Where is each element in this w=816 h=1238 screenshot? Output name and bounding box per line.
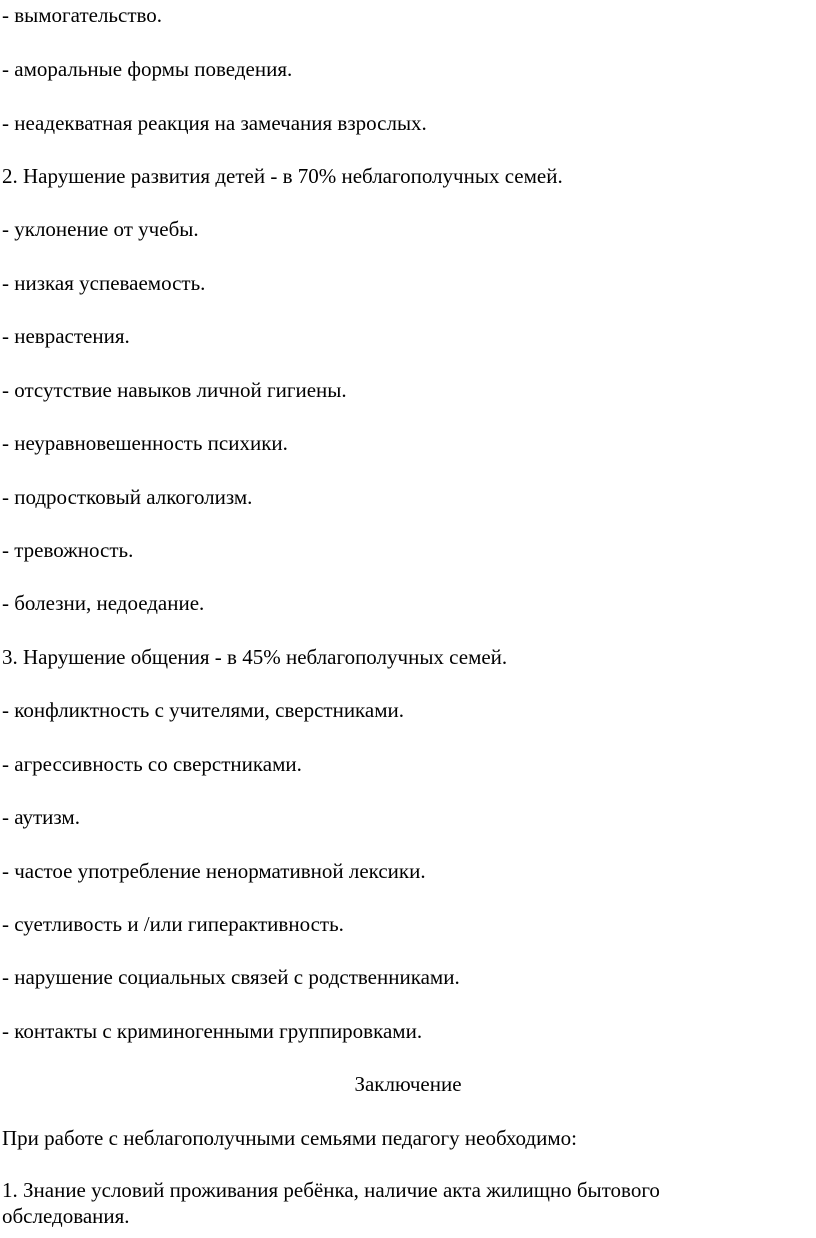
conclusion-heading: Заключение xyxy=(354,1072,462,1096)
list-item: - низкая успеваемость. xyxy=(2,271,206,295)
list-item: - частое употребление ненормативной лексики. xyxy=(2,859,426,883)
list-item: - тревожность. xyxy=(2,538,134,562)
section-3-title: 3. Нарушение общения - в 45% неблагополучных семей. xyxy=(2,645,508,669)
list-item: - вымогательство. xyxy=(2,3,163,27)
list-item: - суетливость и /или гиперактивность. xyxy=(2,912,344,936)
list-item: - контакты с криминогенными группировками. xyxy=(2,1019,423,1043)
list-item: - подростковый алкоголизм. xyxy=(2,485,253,509)
conclusion-intro: При работе с неблагополучными семьями педагогу необходимо: xyxy=(2,1126,577,1150)
list-item: - конфликтность с учителями, сверстниками. xyxy=(2,698,405,722)
list-item: - агрессивность со сверстниками. xyxy=(2,752,302,776)
section-2-title: 2. Нарушение развития детей - в 70% неблагополучных семей. xyxy=(2,164,563,188)
list-item: - уклонение от учебы. xyxy=(2,217,199,241)
list-item: - неврастения. xyxy=(2,324,130,348)
list-item: - неуравновешенность психики. xyxy=(2,431,288,455)
list-item: - неадекватная реакция на замечания взрослых. xyxy=(2,111,427,135)
list-item: - аморальные формы поведения. xyxy=(2,57,293,81)
list-item: - болезни, недоедание. xyxy=(2,591,205,615)
list-item: - аутизм. xyxy=(2,805,80,829)
list-item: - отсутствие навыков личной гигиены. xyxy=(2,378,347,402)
list-item: - нарушение социальных связей с родственниками. xyxy=(2,965,460,989)
conclusion-point-1: 1. Знание условий проживания ребёнка, наличие акта жилищно бытового обследования. xyxy=(2,1178,660,1228)
